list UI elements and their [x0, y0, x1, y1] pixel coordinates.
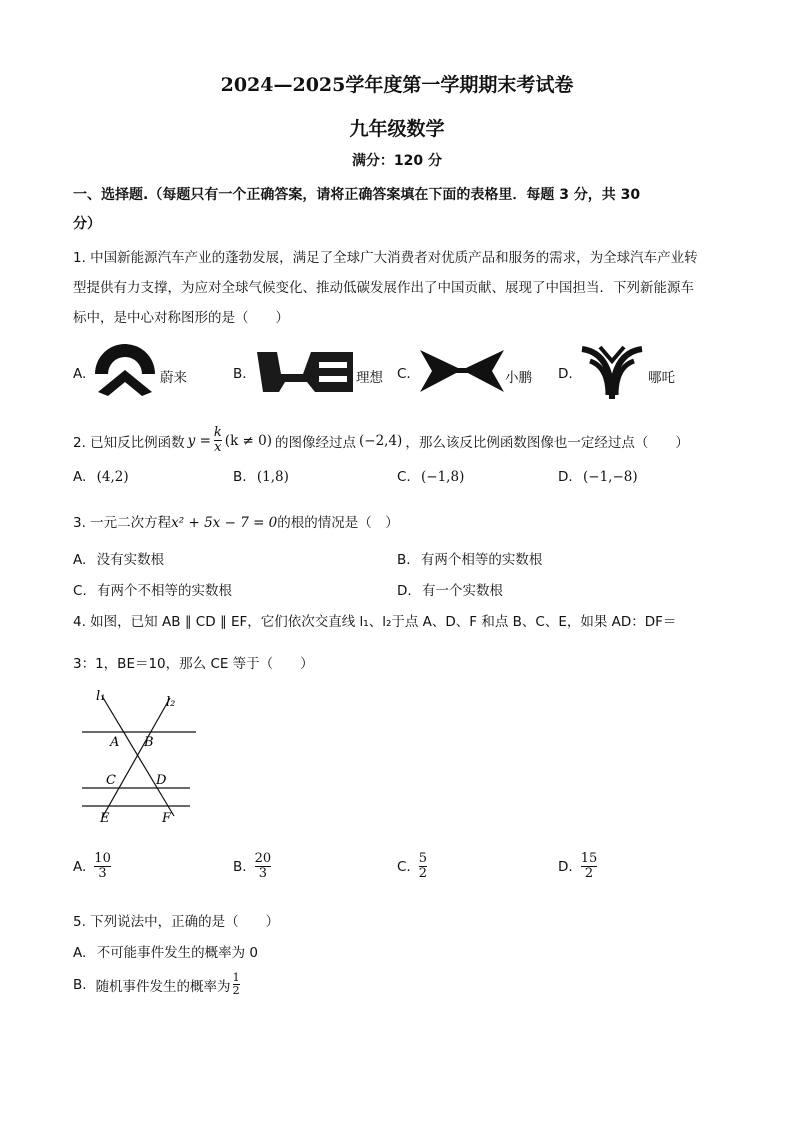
- q3-equation: x² + 5x − 7 = 0: [171, 515, 278, 531]
- label-d: D: [156, 773, 167, 788]
- q1-option-d-label: 哪吒: [648, 370, 675, 386]
- exam-title: 2024—2025学年度第一学期期末考试卷: [220, 74, 574, 96]
- xpeng-logo-icon: [418, 346, 506, 396]
- q4-line1: 4. 如图，已知 AB ∥ CD ∥ EF，它们依次交直线 l₁、l₂于点 A、D、F 和点 B、C、E，如果 AD：DF＝: [73, 614, 677, 630]
- q3-option-a[interactable]: A. 没有实数根: [73, 552, 165, 568]
- q2-stem: [73, 426, 689, 455]
- section1-heading-cont: 分）: [73, 216, 101, 232]
- label-c: C: [106, 773, 116, 788]
- exam-subtitle: 九年级数学: [349, 118, 445, 140]
- q4-option-d[interactable]: D. $\frac{15}{2}$: [558, 851, 598, 881]
- q2-y: y =: [187, 432, 211, 449]
- q3-option-b[interactable]: B. 有两个相等的实数根: [397, 552, 543, 568]
- q1-option-c-label: 小鹏: [505, 370, 532, 386]
- q1-option-d-letter[interactable]: D.: [558, 366, 573, 382]
- li-auto-logo-icon: [255, 350, 355, 394]
- q1-option-b-label: 理想: [356, 370, 383, 386]
- q5-option-a[interactable]: A. 不可能事件发生的概率为 0: [73, 945, 258, 961]
- q2-condition: (k ≠ 0): [224, 432, 272, 449]
- q2-denominator: x: [214, 440, 222, 455]
- nio-logo-icon: [90, 340, 160, 402]
- neta-logo-icon: [578, 343, 646, 401]
- q2-suffix: ，那么该反比例函数图像也一定经过点（ ）: [405, 434, 689, 451]
- q3-option-c[interactable]: C. 有两个不相等的实数根: [73, 583, 233, 599]
- label-b: B: [144, 735, 154, 750]
- q4-figure: [78, 684, 208, 829]
- label-l2: l₂: [166, 695, 176, 710]
- label-e: E: [100, 811, 110, 826]
- q3-option-d[interactable]: D. 有一个实数根: [397, 583, 503, 599]
- q1-line1: 1. 中国新能源汽车产业的蓬勃发展，满足了全球广大消费者对优质产品和服务的需求，为全球汽车产业转: [73, 250, 698, 266]
- q4-option-c[interactable]: C. $\frac{5}{2}$: [397, 851, 427, 881]
- q5-option-b[interactable]: B. 随机事件发生的概率为 $\frac{1}{2}$: [73, 971, 240, 997]
- label-f: F: [162, 811, 172, 826]
- q2-point: (−2,4): [359, 432, 403, 449]
- q4-line2: 3：1，BE＝10，那么 CE 等于（ ）: [73, 656, 314, 672]
- q4-option-b[interactable]: B. $\frac{20}{3}$: [233, 851, 272, 881]
- q2-middle: 的图像经过点: [275, 434, 356, 451]
- q2-option-c[interactable]: C. (−1,8): [397, 469, 465, 485]
- q2-prefix: 2. 已知反比例函数: [73, 434, 185, 451]
- q1-option-b-letter[interactable]: B.: [233, 366, 247, 382]
- q2-option-d[interactable]: D. (−1,−8): [558, 469, 638, 485]
- q1-option-a-letter[interactable]: A.: [73, 366, 87, 382]
- full-score: 满分：120 分: [351, 153, 443, 169]
- q1-option-c-letter[interactable]: C.: [397, 366, 411, 382]
- q1-line3: 标中，是中心对称图形的是（ ）: [73, 310, 289, 326]
- q5-stem: 5. 下列说法中，正确的是（ ）: [73, 914, 280, 930]
- q2-numerator: k: [213, 425, 222, 440]
- q3-stem: 3. 一元二次方程x² + 5x − 7 = 0的根的情况是（ ）: [73, 515, 399, 531]
- q4-option-a[interactable]: A. $\frac{10}{3}$: [73, 851, 111, 881]
- label-l1: l₁: [96, 689, 106, 704]
- q2-option-a[interactable]: A. (4,2): [73, 469, 129, 485]
- section1-heading: 一、选择题.（每题只有一个正确答案，请将正确答案填在下面的表格里．每题 3 分，共 30: [73, 187, 641, 203]
- q2-option-b[interactable]: B. (1,8): [233, 469, 289, 485]
- label-a: A: [110, 735, 120, 750]
- q2-fraction: [214, 426, 222, 455]
- q1-line2: 型提供有力支撑，为应对全球气候变化、推动低碳发展作出了中国贡献、展现了中国担当．下列新能源车: [73, 280, 694, 296]
- q1-option-a-label: 蔚来: [160, 370, 187, 386]
